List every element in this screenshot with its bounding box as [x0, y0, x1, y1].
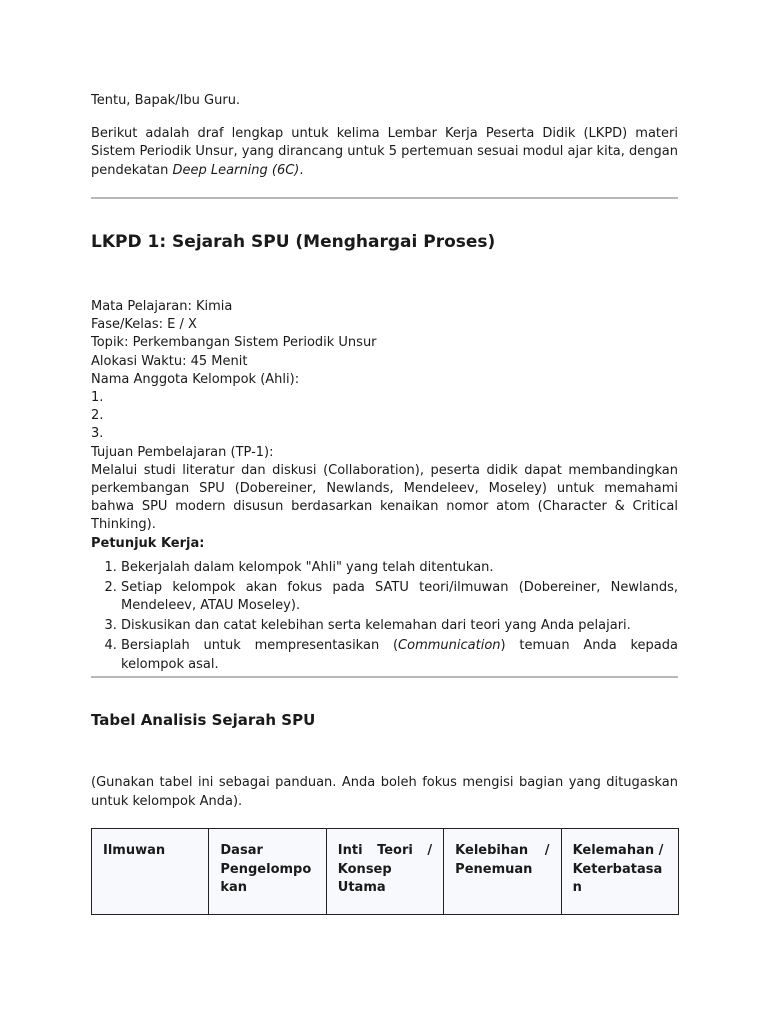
column-header: Dasar Pengelompo kan [209, 829, 326, 915]
column-header: Inti Teori / Konsep Utama [326, 829, 443, 915]
learning-objective-label: Tujuan Pembelajaran (TP-1): [91, 444, 274, 460]
column-header: Kelebihan / Penemuan [444, 829, 561, 915]
list-item: 1. Bekerjalah dalam kelompok "Ahli" yang telah ditentukan. [121, 559, 678, 578]
divider [91, 676, 678, 678]
lkpd-title: LKPD 1: Sejarah SPU (Menghargai Proses) [91, 232, 496, 252]
column-header: Ilmuwan [92, 829, 209, 915]
list-item: 2. Setiap kelompok akan fokus pada SATU teori/ilmuwan (Dobereiner, Newlands, Mendeleev, ATAU Moseley). [121, 579, 678, 616]
member-number: 1. [91, 390, 104, 406]
phase-line: Fase/Kelas: E / X [91, 317, 197, 333]
analysis-table [91, 828, 679, 915]
intro-period: . [299, 162, 304, 178]
document-content [91, 92, 678, 915]
instructions-label: Petunjuk Kerja: [91, 535, 205, 551]
lkpd-metadata [91, 298, 678, 553]
column-header: Kelemahan / Keterbatasa n [561, 829, 678, 915]
intro-emphasis: Deep Learning (6C) [172, 162, 300, 178]
divider [91, 197, 678, 199]
member-number: 2. [91, 408, 104, 424]
intro-text: Berikut adalah draf lengkap untuk kelima Lembar Kerja Peserta Didik (LKPD) materi Sistem Periodik Unsur, yang dirancang untuk 5 pertemuan sesuai modul ajar kita, dengan pendekatan [91, 125, 678, 178]
step-emphasis: Communication [398, 638, 501, 654]
table-note: (Gunakan tabel ini sebagai panduan. Anda boleh fokus mengisi bagian yang ditugaskan untuk kelompok Anda). [91, 775, 678, 809]
table-section-title: Tabel Analisis Sejarah SPU [91, 711, 316, 730]
time-allocation-line: Alokasi Waktu: 45 Menit [91, 353, 248, 369]
subject-line: Mata Pelajaran: Kimia [91, 299, 233, 314]
learning-objective-text: Melalui studi literatur dan diskusi (Collaboration), peserta didik dapat membandingkan perkembangan SPU (Dobereiner, Newlands, Mendeleev, Moseley) untuk memahami bahwa SPU modern disusun berdasarkan kenaikan nomor atom (Character & Critical Thinking). [91, 462, 678, 533]
step-text: ) temuan Anda kepada kelompok asal. [121, 638, 678, 672]
topic-line: Topik: Perkembangan Sistem Periodik Unsur [91, 335, 377, 351]
list-item: 3. Diskusikan dan catat kelebihan serta kelemahan dari teori yang Anda pelajari. [121, 617, 678, 636]
intro-paragraph [91, 125, 678, 181]
greeting-text: Tentu, Bapak/Ibu Guru. [91, 93, 241, 108]
instructions-list [91, 559, 678, 675]
list-item [121, 637, 678, 674]
table-header-row [92, 829, 679, 915]
group-members-label: Nama Anggota Kelompok (Ahli): [91, 371, 300, 387]
step-text: Bersiaplah untuk mempresentasikan ( [121, 638, 399, 654]
member-number: 3. [91, 426, 104, 442]
